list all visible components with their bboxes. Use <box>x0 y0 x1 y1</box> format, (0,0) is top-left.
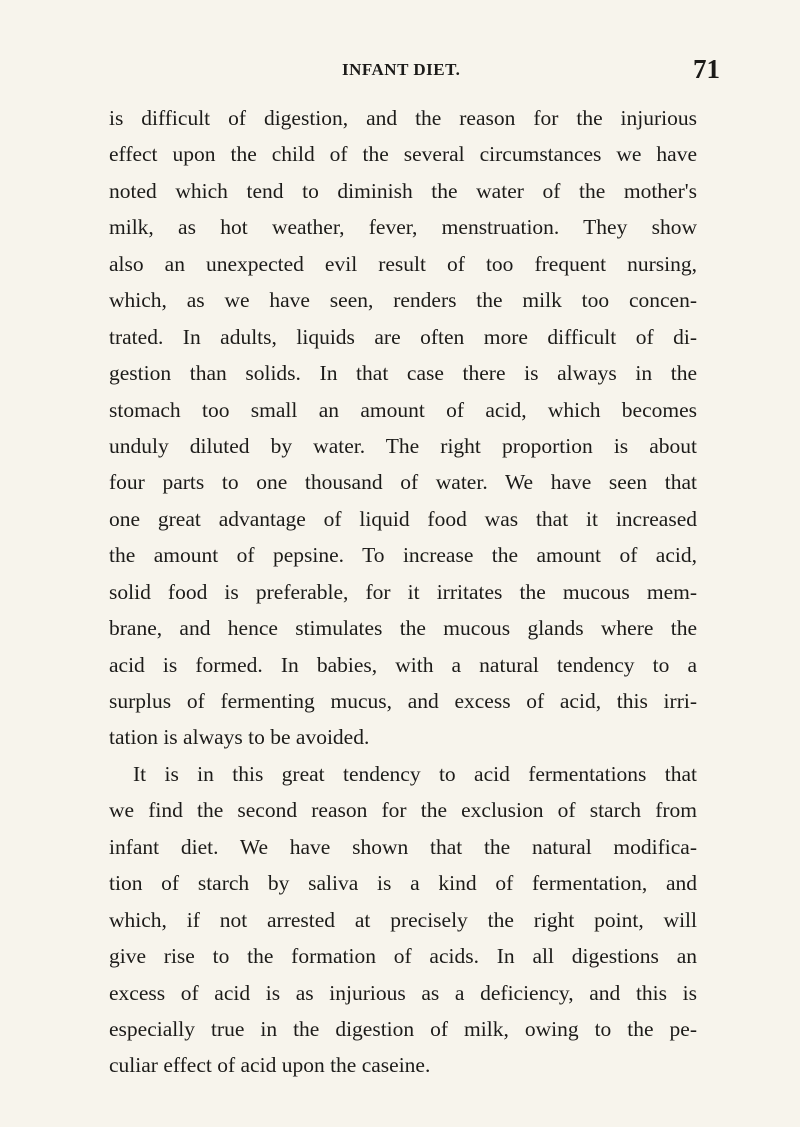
text-line: culiar effect of acid upon the caseine. <box>109 1053 431 1078</box>
body-text <box>109 100 697 1084</box>
text-line: four parts to one thousand of water. We have seen that <box>109 470 697 495</box>
text-line: unduly diluted by water. The right proportion is about <box>109 433 697 458</box>
text-line: tion of starch by saliva is a kind of fermentation, and <box>109 871 697 896</box>
text-line: which, as we have seen, renders the milk too concen- <box>109 288 697 313</box>
running-title: INFANT DIET. <box>342 60 461 79</box>
text-line: noted which tend to diminish the water of the mother's <box>109 178 697 203</box>
text-line: It is in this great tendency to acid fermentations that <box>133 761 697 786</box>
text-line: excess of acid is as injurious as a deficiency, and this is <box>109 980 697 1005</box>
text-line: milk, as hot weather, fever, menstruation. They show <box>109 215 697 240</box>
text-line: trated. In adults, liquids are often more difficult of di- <box>109 324 697 349</box>
running-head <box>0 54 800 94</box>
text-line: the amount of pepsine. To increase the amount of acid, <box>109 543 697 568</box>
text-line: which, if not arrested at precisely the right point, will <box>109 907 697 932</box>
paragraph <box>109 100 697 756</box>
text-line: stomach too small an amount of acid, which becomes <box>109 397 697 422</box>
text-line: solid food is preferable, for it irritates the mucous mem- <box>109 579 697 604</box>
text-line: surplus of fermenting mucus, and excess of acid, this irri- <box>109 689 697 713</box>
text-line: infant diet. We have shown that the natural modifica- <box>109 834 697 859</box>
text-line: we find the second reason for the exclusion of starch from <box>109 798 697 823</box>
text-line: also an unexpected evil result of too frequent nursing, <box>109 251 697 276</box>
text-line: brane, and hence stimulates the mucous glands where the <box>109 616 697 641</box>
page-number: 71 <box>693 54 720 84</box>
text-line: is difficult of digestion, and the reason for the injurious <box>109 106 697 130</box>
text-line: especially true in the digestion of milk, owing to the pe- <box>109 1016 697 1041</box>
text-line: one great advantage of liquid food was that it increased <box>109 506 697 531</box>
text-line: give rise to the formation of acids. In all digestions an <box>109 944 697 969</box>
paragraph <box>109 756 697 1084</box>
text-line: acid is formed. In babies, with a natural tendency to a <box>109 652 697 677</box>
text-line: tation is always to be avoided. <box>109 725 370 750</box>
text-line: effect upon the child of the several circumstances we have <box>109 142 697 167</box>
text-line: gestion than solids. In that case there is always in the <box>109 361 697 386</box>
